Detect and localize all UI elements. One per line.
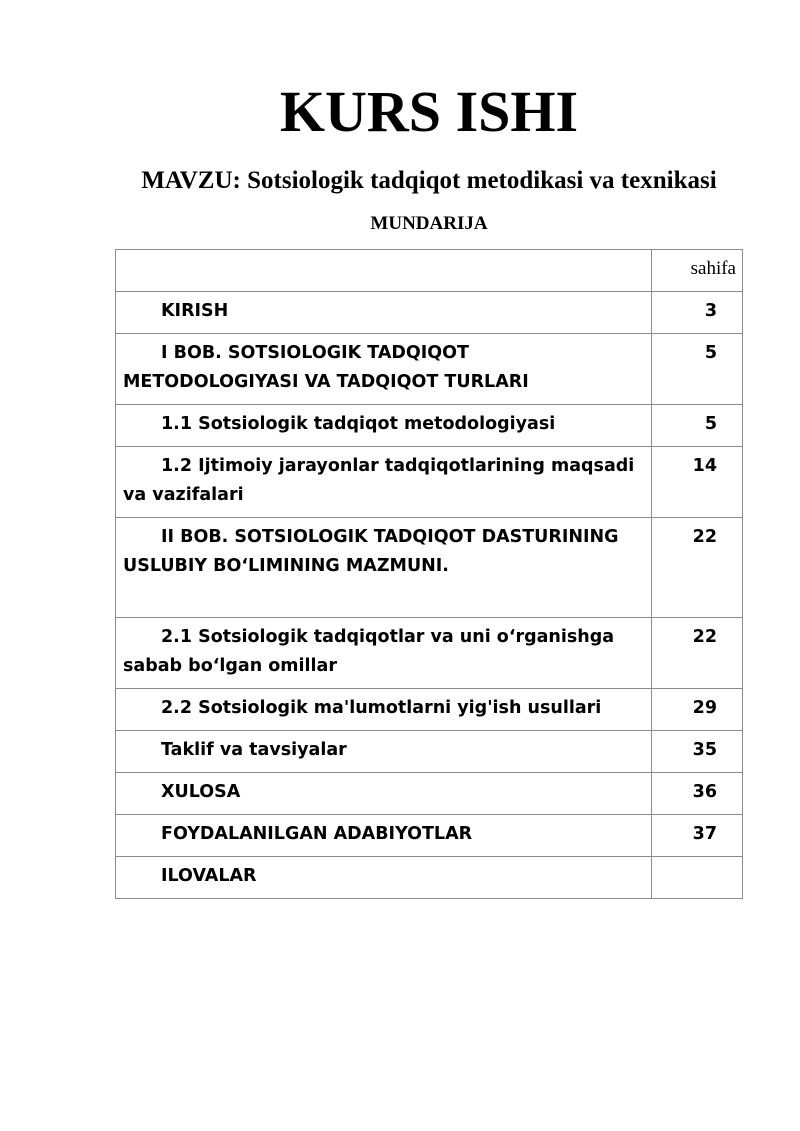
toc-entry-text: ILOVALAR [161,866,257,886]
toc-entry [116,334,652,405]
toc-page-number: 29 [652,689,743,731]
toc-header-row [116,250,743,292]
toc-row [116,857,743,899]
toc-page-number: 5 [652,405,743,447]
toc-entry-text: KIRISH [161,301,229,321]
document-title: KURS ISHI [279,79,579,144]
toc-entry [116,447,652,518]
page-column-label: sahifa [652,250,743,292]
toc-page-number [652,857,743,899]
toc-row [116,689,743,731]
toc-page-number: 37 [652,815,743,857]
toc-page-number: 5 [652,334,743,405]
toc-row [116,518,743,618]
toc-header-empty-cell [116,250,652,292]
toc-entry-text: FOYDALANILGAN ADABIYOTLAR [161,824,473,844]
toc-page-number: 35 [652,731,743,773]
toc-page-number: 36 [652,773,743,815]
toc-row [116,292,743,334]
table-of-contents [115,249,743,899]
toc-heading: MUNDARIJA [370,213,488,234]
toc-entry [116,405,652,447]
toc-entry [116,618,652,689]
toc-entry-text: Taklif va tavsiyalar [161,740,347,760]
toc-entry [116,292,652,334]
toc-row [116,618,743,689]
toc-entry [116,518,652,618]
toc-entry-text: 2.1 Sotsiologik tadqiqotlar va uni o‘rganishga sabab bo‘lgan omillar [123,627,615,676]
toc-row [116,815,743,857]
toc-entry-text: 1.1 Sotsiologik tadqiqot metodologiyasi [161,414,556,434]
toc-row [116,773,743,815]
toc-entry [116,815,652,857]
toc-entry-text: XULOSA [161,782,241,802]
toc-entry-text: 2.2 Sotsiologik ma'lumotlarni yig'ish usullari [161,698,602,718]
toc-page-number: 3 [652,292,743,334]
toc-row [116,447,743,518]
toc-row [116,405,743,447]
toc-entry [116,689,652,731]
toc-entry [116,773,652,815]
toc-page-number: 14 [652,447,743,518]
toc-entry-text: 1.2 Ijtimoiy jarayonlar tadqiqotlarining maqsadi va vazifalari [123,456,635,505]
toc-page-number: 22 [652,518,743,618]
toc-entry-text: II BOB. SOTSIOLOGIK TADQIQOT DASTURINING USLUBIY BO‘LIMINING MAZMUNI. [123,527,619,576]
toc-page-number: 22 [652,618,743,689]
toc-entry [116,731,652,773]
document-subject: MAVZU: Sotsiologik tadqiqot metodikasi va texnikasi [141,167,717,194]
toc-entry [116,857,652,899]
toc-row [116,731,743,773]
toc-row [116,334,743,405]
toc-entry-text: I BOB. SOTSIOLOGIK TADQIQOT METODOLOGIYASI VA TADQIQOT TURLARI [123,343,529,392]
